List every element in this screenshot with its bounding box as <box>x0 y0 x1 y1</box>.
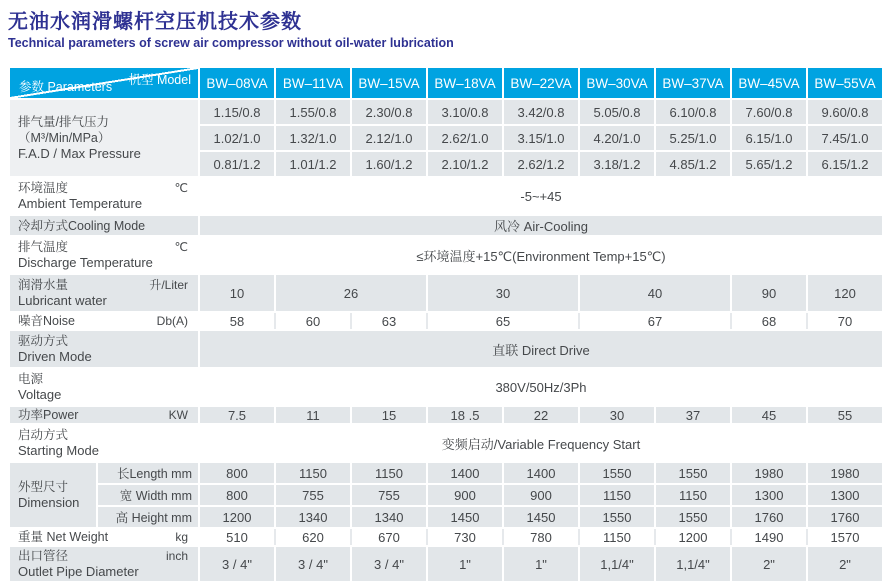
table-row-driven <box>10 331 882 367</box>
column-header-model: BW–45VA <box>732 68 806 98</box>
table-cell: 30 <box>580 407 654 423</box>
table-corner-cell <box>10 68 198 98</box>
table-cell: 3 / 4" <box>200 547 274 581</box>
table-cell: 2.62/1.2 <box>504 152 578 176</box>
table-cell: 620 <box>276 529 350 545</box>
table-cell: 60 <box>276 313 350 329</box>
row-label-dim-length <box>10 463 96 527</box>
row-label-line1 <box>18 479 96 495</box>
row-unit: ℃ <box>174 181 188 195</box>
table-cell: 510 <box>200 529 274 545</box>
table-cell: 2.10/1.2 <box>428 152 502 176</box>
table-cell: 800 <box>200 463 274 483</box>
table-cell: 1400 <box>428 463 502 483</box>
table-cell: 755 <box>276 485 350 505</box>
row-label-outlet <box>10 547 198 581</box>
table-cell: 800 <box>200 485 274 505</box>
table-cell: 780 <box>504 529 578 545</box>
row-label-cn: 环境温度 <box>18 181 69 195</box>
table-row-dim-length <box>10 463 882 483</box>
table-cell: 30 <box>428 275 578 311</box>
row-label-en: Starting Mode <box>18 443 99 458</box>
table-row-discharge <box>10 237 882 273</box>
table-cell: 37 <box>656 407 730 423</box>
row-label-cn: 噪音Noise <box>18 314 75 328</box>
table-cell: 6.10/0.8 <box>656 100 730 124</box>
table-cell: 1300 <box>732 485 806 505</box>
table-row-noise <box>10 313 882 329</box>
column-header-model: BW–55VA <box>808 68 882 98</box>
table-cell: 4.20/1.0 <box>580 126 654 150</box>
row-label-driven <box>10 331 198 367</box>
table-cell: 380V/50Hz/3Ph <box>200 369 882 405</box>
table-cell: 1550 <box>656 463 730 483</box>
row-label-cn: 排气量/排气压力（M³/Min/MPa） <box>18 115 111 145</box>
row-unit: kg <box>175 530 188 544</box>
table-cell: 68 <box>732 313 806 329</box>
spec-table <box>8 66 884 583</box>
row-label-fad-1 <box>10 100 198 176</box>
table-cell: 3 / 4" <box>276 547 350 581</box>
row-label-line1 <box>18 218 198 234</box>
table-cell: 90 <box>732 275 806 311</box>
row-label-ambient <box>10 178 198 214</box>
row-label-discharge <box>10 237 198 273</box>
row-label-line1 <box>18 529 198 545</box>
row-label-en: Lubricant water <box>18 293 107 308</box>
table-cell: 5.65/1.2 <box>732 152 806 176</box>
row-label-cn: 启动方式 <box>18 428 69 442</box>
header-row <box>10 68 882 98</box>
table-cell: 67 <box>580 313 730 329</box>
table-cell: 1450 <box>428 507 502 527</box>
row-label-cn: 外型尺寸 <box>18 480 69 494</box>
table-cell: -5~+45 <box>200 178 882 214</box>
table-cell: 55 <box>808 407 882 423</box>
table-cell: 63 <box>352 313 426 329</box>
table-cell: 1150 <box>580 485 654 505</box>
table-cell: 9.60/0.8 <box>808 100 882 124</box>
table-cell: 1150 <box>276 463 350 483</box>
table-cell: ≤环境温度+15℃(Environment Temp+15℃) <box>200 237 882 273</box>
table-cell: 2" <box>732 547 806 581</box>
table-cell: 1.02/1.0 <box>200 126 274 150</box>
column-header-model: BW–15VA <box>352 68 426 98</box>
table-cell: 1340 <box>352 507 426 527</box>
table-cell: 1.32/1.0 <box>276 126 350 150</box>
table-cell: 1150 <box>352 463 426 483</box>
row-label-line1 <box>18 333 198 349</box>
row-label-power <box>10 407 198 423</box>
row-label-starting <box>10 425 198 461</box>
table-cell: 11 <box>276 407 350 423</box>
table-cell: 1570 <box>808 529 882 545</box>
table-row-dim-width <box>10 485 882 505</box>
page-subtitle: Technical parameters of screw air compressor without oil-water lubrication <box>8 36 454 50</box>
row-label-line1 <box>18 371 198 387</box>
row-label-en: Voltage <box>18 387 62 402</box>
table-cell: 10 <box>200 275 274 311</box>
table-cell: 1.60/1.2 <box>352 152 426 176</box>
table-cell: 2" <box>808 547 882 581</box>
table-row-lubricant <box>10 275 882 311</box>
table-cell: 18 .5 <box>428 407 502 423</box>
row-label-cooling <box>10 216 198 235</box>
table-cell: 5.05/0.8 <box>580 100 654 124</box>
table-cell: 1550 <box>580 507 654 527</box>
table-cell: 0.81/1.2 <box>200 152 274 176</box>
row-label-line1 <box>18 180 198 196</box>
row-label-cn: 润滑水量 <box>18 278 69 292</box>
corner-model-label: 机型 Model <box>128 73 191 87</box>
table-cell: 22 <box>504 407 578 423</box>
table-cell: 3.18/1.2 <box>580 152 654 176</box>
row-label-cn: 排气温度 <box>18 240 69 254</box>
row-unit: 升/Liter <box>149 278 188 292</box>
row-sublabel-dim-width: 宽 Width mm <box>98 485 198 505</box>
column-header-model: BW–22VA <box>504 68 578 98</box>
table-cell: 3.15/1.0 <box>504 126 578 150</box>
table-cell: 1,1/4" <box>656 547 730 581</box>
table-cell: 7.60/0.8 <box>732 100 806 124</box>
table-cell: 1490 <box>732 529 806 545</box>
table-row-cooling <box>10 216 882 235</box>
table-cell: 1,1/4" <box>580 547 654 581</box>
table-cell: 1200 <box>200 507 274 527</box>
table-cell: 120 <box>808 275 882 311</box>
row-label-en: Dimension <box>18 495 80 510</box>
table-cell: 2.62/1.0 <box>428 126 502 150</box>
column-header-model: BW–18VA <box>428 68 502 98</box>
row-unit: inch <box>165 549 188 563</box>
table-cell: 1" <box>504 547 578 581</box>
column-header-model: BW–11VA <box>276 68 350 98</box>
row-label-netweight <box>10 529 198 545</box>
table-cell: 1" <box>428 547 502 581</box>
row-label-en: F.A.D / Max Pressure <box>18 146 141 161</box>
table-cell: 70 <box>808 313 882 329</box>
table-cell: 4.85/1.2 <box>656 152 730 176</box>
table-cell: 900 <box>504 485 578 505</box>
table-cell: 670 <box>352 529 426 545</box>
table-cell: 900 <box>428 485 502 505</box>
row-unit: Db(A) <box>156 314 188 328</box>
column-header-model: BW–30VA <box>580 68 654 98</box>
table-row-netweight <box>10 529 882 545</box>
row-label-line1 <box>18 239 198 255</box>
row-sublabel-dim-length: 长Length mm <box>98 463 198 483</box>
table-row-dim-height <box>10 507 882 527</box>
row-label-noise <box>10 313 198 329</box>
row-label-voltage <box>10 369 198 405</box>
table-cell: 3.42/0.8 <box>504 100 578 124</box>
table-cell: 45 <box>732 407 806 423</box>
table-cell: 1.55/0.8 <box>276 100 350 124</box>
row-sublabel-dim-height: 高 Height mm <box>98 507 198 527</box>
table-cell: 1400 <box>504 463 578 483</box>
table-cell: 730 <box>428 529 502 545</box>
column-header-model: BW–08VA <box>200 68 274 98</box>
table-cell: 7.5 <box>200 407 274 423</box>
table-cell: 风冷 Air-Cooling <box>200 216 882 235</box>
table-cell: 6.15/1.0 <box>732 126 806 150</box>
row-label-cn: 出口管径 <box>18 549 69 563</box>
table-cell: 1150 <box>580 529 654 545</box>
row-label-cn: 驱动方式 <box>18 334 69 348</box>
table-row-fad-1 <box>10 100 882 124</box>
table-cell: 1550 <box>656 507 730 527</box>
row-label-lubricant <box>10 275 198 311</box>
table-cell: 1.01/1.2 <box>276 152 350 176</box>
table-cell: 1150 <box>656 485 730 505</box>
table-cell: 3.10/0.8 <box>428 100 502 124</box>
table-row-outlet <box>10 547 882 581</box>
row-label-line1 <box>18 313 198 329</box>
table-row-starting <box>10 425 882 461</box>
table-cell: 2.12/1.0 <box>352 126 426 150</box>
table-cell: 5.25/1.0 <box>656 126 730 150</box>
column-header-model: BW–37VA <box>656 68 730 98</box>
table-row-ambient <box>10 178 882 214</box>
row-label-line1 <box>18 407 198 423</box>
table-cell: 1200 <box>656 529 730 545</box>
row-label-line1 <box>18 277 198 293</box>
table-cell: 1300 <box>808 485 882 505</box>
table-cell: 直联 Direct Drive <box>200 331 882 367</box>
table-cell: 40 <box>580 275 730 311</box>
table-cell: 755 <box>352 485 426 505</box>
row-label-en: Driven Mode <box>18 349 92 364</box>
table-cell: 3 / 4" <box>352 547 426 581</box>
table-cell: 1.15/0.8 <box>200 100 274 124</box>
table-cell: 1760 <box>732 507 806 527</box>
table-row-power <box>10 407 882 423</box>
table-cell: 7.45/1.0 <box>808 126 882 150</box>
table-cell: 1980 <box>732 463 806 483</box>
table-cell: 2.30/0.8 <box>352 100 426 124</box>
table-cell: 1980 <box>808 463 882 483</box>
table-cell: 65 <box>428 313 578 329</box>
table-cell: 26 <box>276 275 426 311</box>
row-label-en: Discharge Temperature <box>18 255 153 270</box>
row-label-line1 <box>18 427 198 443</box>
table-cell: 1760 <box>808 507 882 527</box>
table-cell: 6.15/1.2 <box>808 152 882 176</box>
table-row-voltage <box>10 369 882 405</box>
row-label-cn: 重量 Net Weight <box>18 530 109 544</box>
row-unit: KW <box>168 408 188 422</box>
row-label-line1 <box>18 548 198 564</box>
corner-params-label: 参数 Parameters <box>19 80 113 94</box>
table-cell: 1450 <box>504 507 578 527</box>
row-label-cn: 电源 <box>18 372 44 386</box>
row-label-en: Ambient Temperature <box>18 196 143 211</box>
row-unit: ℃ <box>174 240 188 254</box>
row-label-cn: 冷却方式Cooling Mode <box>18 218 146 233</box>
row-label-line1 <box>18 114 198 146</box>
table-cell: 15 <box>352 407 426 423</box>
page-title: 无油水润滑螺杆空压机技术参数 <box>8 11 302 33</box>
row-label-en: Outlet Pipe Diameter <box>18 564 139 579</box>
table-cell: 58 <box>200 313 274 329</box>
table-cell: 变频启动/Variable Frequency Start <box>200 425 882 461</box>
table-cell: 1340 <box>276 507 350 527</box>
table-cell: 1550 <box>580 463 654 483</box>
row-label-cn: 功率Power <box>18 408 79 422</box>
